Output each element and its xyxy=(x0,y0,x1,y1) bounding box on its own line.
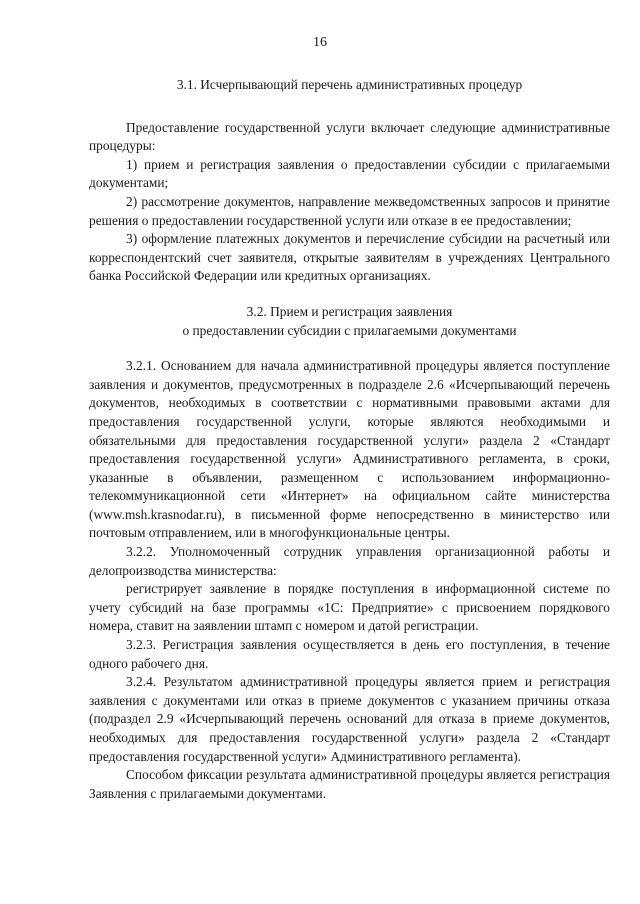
paragraph: Предоставление государственной услуги включает следующие административные процедуры: xyxy=(89,119,610,154)
document-body xyxy=(89,76,610,803)
section-heading-3-2-line2: о предоставлении субсидии с прилагаемыми документами xyxy=(182,322,517,338)
paragraph: регистрирует заявление в порядке поступления в информационной системе по учету субсидий на базе программы «1С: Предприятие» с присвоением порядкового номера, ставит на заявлении штамп с номером и датой регистрации. xyxy=(89,581,610,634)
list-item: 2) рассмотрение документов, направление межведомственных запросов и принятие решения о предоставлении государственной услуги или отказе в ее предоставлении; xyxy=(89,193,610,228)
list-item: 3) оформление платежных документов и перечисление субсидии на расчетный или корреспондентский счет заявителя, открытые заявителям в учреждениях Центрального банка Российской Федерации или кредитных организациях. xyxy=(89,231,610,284)
list-item: 1) прием и регистрация заявления о предоставлении субсидии с прилагаемыми документами; xyxy=(89,156,610,191)
section-heading-3-1: 3.1. Исчерпывающий перечень административных процедур xyxy=(176,77,523,92)
page-number: 16 xyxy=(313,35,327,50)
paragraph: Способом фиксации результата административной процедуры является регистрация Заявления с прилагаемыми документами. xyxy=(89,767,610,801)
paragraph-3-2-1: 3.2.1. Основанием для начала административной процедуры является поступление заявления и документов, предусмотренных в подразделе 2.6 «Исчерпывающий перечень документов, необходимых в соответствии с нормативными правовыми актами для предоставления государственной услуги, которые являются необходимыми и обязательными для предоставления государственной услуги» раздела 2 «Стандарт предоставления государственной услуги» Административного регламента, в сроки, указанные в объявлении, размещенном с использованием информационно-телекоммуникационной сети «Интернет» на официальном сайте министерства (www.msh.krasnodar.ru), в письменной форме непосредственно в министерство или почтовым отправлением, или в многофункциональные центры. xyxy=(89,358,610,541)
paragraph-3-2-2: 3.2.2. Уполномоченный сотрудник управления организационной работы и делопроизводства министерства: xyxy=(89,544,610,578)
section-heading-3-2-line1: 3.2. Прием и регистрация заявления xyxy=(246,303,453,319)
paragraph-3-2-3: 3.2.3. Регистрация заявления осуществляется в день его поступления, в течение одного рабочего дня. xyxy=(89,637,610,671)
paragraph-3-2-4: 3.2.4. Результатом административной процедуры является прием и регистрация заявления с документами или отказ в приеме документов с указанием причины отказа (подраздел 2.9 «Исчерпывающий перечень оснований для отказа в приеме документов, необходимых для предоставления государственной услуги» раздела 2 «Стандарт предоставления государственной услуги» Административного регламента). xyxy=(89,674,610,764)
